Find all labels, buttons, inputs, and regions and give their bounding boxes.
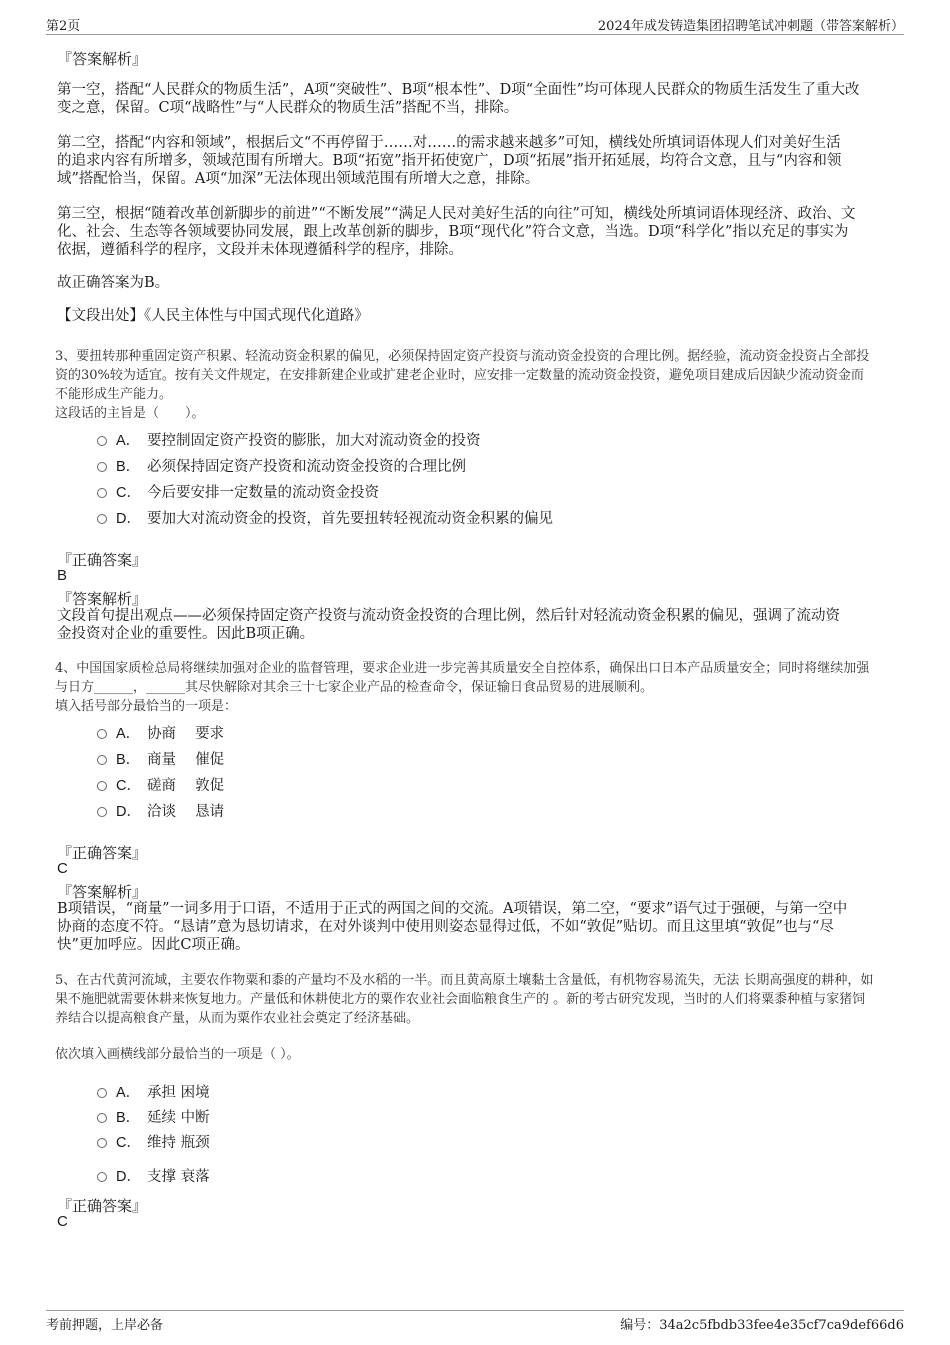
q2-paragraph-3 — [57, 205, 887, 259]
q5-answer-label: 『正确答案』 — [57, 1197, 148, 1215]
option-text: 要控制固定资产投资的膨胀，加大对流动资金的投资 — [147, 432, 481, 449]
q2-source: 【文段出处】《人民主体性与中国式现代化道路》 — [57, 308, 369, 324]
text-line: 不能形成生产能力。 — [55, 387, 173, 402]
q3-answer-label: 『正确答案』 — [57, 551, 148, 569]
radio-button[interactable] — [97, 1088, 107, 1098]
document-title: 2024年成发铸造集团招聘笔试冲刺题（带答案解析） — [597, 19, 904, 34]
text-line: 金投资对企业的重要性。因此B项正确。 — [57, 626, 315, 642]
text-line: 4、中国国家质检总局将继续加强对企业的监督管理，要求企业进一步完善其质量安全自控体系，确保出口日本产品质量安全；同时将继续加强 — [55, 661, 870, 676]
option-letter: B． — [116, 751, 141, 768]
option-letter: C． — [116, 777, 141, 794]
text-line: 第一空，搭配“人民群众的物质生活”，A项“突破性”、B项“根本性”、D项“全面性”均可体现人民群众的物质生活发生了重大改 — [57, 82, 860, 98]
option-text: 商量 催促 — [147, 751, 225, 768]
option-letter: D． — [116, 1168, 141, 1185]
q5-option-d[interactable] — [97, 1165, 210, 1185]
option-letter: C． — [116, 1134, 141, 1151]
radio-button[interactable] — [97, 781, 107, 791]
radio-button[interactable] — [97, 514, 107, 524]
q5-answer: C — [57, 1213, 68, 1230]
q5-option-c[interactable] — [97, 1131, 210, 1151]
option-letter: C． — [116, 484, 141, 501]
text-line: 填入括号部分最恰当的一项是： — [55, 699, 238, 714]
text-line: 变之意，保留。C项“战略性”与“人民群众的物质生活”搭配不当，排除。 — [57, 100, 519, 116]
q3-stem — [55, 347, 897, 423]
q5-instruction: 依次填入画横线部分最恰当的一项是（ ）。 — [55, 1047, 300, 1062]
radio-button[interactable] — [97, 462, 107, 472]
q4-option-c[interactable] — [97, 774, 224, 794]
option-text: 要加大对流动资金的投资，首先要扭转轻视流动资金积累的偏见 — [147, 510, 553, 527]
option-text: 延续 中断 — [147, 1109, 210, 1126]
option-letter: B． — [116, 458, 141, 475]
option-letter: D． — [116, 510, 141, 527]
option-text: 维持 瓶颈 — [147, 1134, 210, 1151]
q4-option-b[interactable] — [97, 748, 224, 768]
q3-answer: B — [57, 567, 68, 584]
q2-analysis-label: 『答案解析』 — [57, 50, 148, 68]
q3-analysis — [57, 607, 887, 643]
radio-button[interactable] — [97, 807, 107, 817]
text-line: 的追求内容有所增多，领域范围有所增大。B项“拓宽”指开拓使宽广，D项“拓展”指开拓延展，均符合文意，且与“内容和领 — [57, 153, 842, 169]
option-letter: A． — [116, 1084, 141, 1101]
radio-button[interactable] — [97, 755, 107, 765]
q4-answer-label: 『正确答案』 — [57, 844, 148, 862]
q5-option-a[interactable] — [97, 1081, 210, 1101]
document-id: 编号：34a2c5fbdb33fee4e35cf7ca9def66d6 — [620, 1318, 904, 1333]
option-text: 承担 困境 — [147, 1084, 210, 1101]
text-line: 文段首句提出观点——必须保持固定资产投资与流动资金投资的合理比例，然后针对轻流动资金积累的偏见，强调了流动资 — [57, 608, 840, 624]
text-line: B项错误，“商量”一词多用于口语，不适用于正式的两国之间的交流。A项错误，第二空，“要求”语气过于强硬，与第一空中 — [57, 901, 848, 917]
q5-stem — [55, 971, 897, 1028]
option-text: 洽谈 恳请 — [147, 803, 225, 820]
q2-paragraph-1 — [57, 81, 887, 117]
text-line: 域”搭配恰当，保留。A项“加深”无法体现出领域范围有所增大之意，排除。 — [57, 171, 540, 187]
q4-option-a[interactable] — [97, 722, 224, 742]
option-text: 磋商 敦促 — [147, 777, 225, 794]
text-line: 化、社会、生态等各领域要协同发展，跟上改革创新的脚步，B项“现代化”符合文意，当选。D项“科学化”指以充足的事实为 — [57, 224, 849, 240]
q3-option-d[interactable] — [97, 507, 553, 527]
q3-option-a[interactable] — [97, 429, 481, 449]
text-line: 依据，遵循科学的程序，文段并未体现遵循科学的程序，排除。 — [57, 242, 463, 258]
option-letter: B． — [116, 1109, 141, 1126]
q4-option-d[interactable] — [97, 800, 224, 820]
q3-option-c[interactable] — [97, 481, 379, 501]
text-line: 果不施肥就需要休耕来恢复地力。产量低和休耕使北方的粟作农业社会面临粮食生产的 。新的考古研究发现，当时的人们将粟黍种植与家猪饲 — [55, 992, 866, 1007]
option-text: 必须保持固定资产投资和流动资金投资的合理比例 — [147, 458, 466, 475]
option-letter: A． — [116, 725, 141, 742]
radio-button[interactable] — [97, 1138, 107, 1148]
q4-stem — [55, 659, 897, 716]
text-line: 协商的态度不符。“恳请”意为恳切请求，在对外谈判中使用则姿态显得过低，不如“敦促”贴切。而且这里填“敦促”也与“尽 — [57, 919, 834, 935]
text-line: 第三空，根据“随着改革创新脚步的前进”“不断发展”“满足人民对美好生活的向往”可知，横线处所填词语体现经济、政治、文 — [57, 206, 856, 222]
q4-answer: C — [57, 860, 68, 877]
text-line: 5、在古代黄河流域，主要农作物粟和黍的产量均不及水稻的一半。而且黄高原土壤黏土含量低，有机物容易流失，无法 长期高强度的耕种，如 — [55, 973, 874, 988]
radio-button[interactable] — [97, 436, 107, 446]
text-line: 3、要扭转那种重固定资产积累、轻流动资金积累的偏见，必须保持固定资产投资与流动资金投资的合理比例。据经验，流动资金投资占全部投 — [55, 349, 870, 364]
text-line: 资的30%较为适宜。按有关文件规定，在安排新建企业或扩建老企业时，应安排一定数量的流动资金投资，避免项目建成后因缺少流动资金而 — [55, 368, 864, 383]
q2-conclusion: 故正确答案为B。 — [57, 275, 170, 291]
page-header — [46, 14, 904, 35]
radio-button[interactable] — [97, 488, 107, 498]
text-line: 养结合以提高粮食产量，从而为粟作农业社会奠定了经济基础。 — [55, 1011, 420, 1026]
q4-analysis-label: 『答案解析』 — [57, 883, 148, 901]
text-line: 与日方______，______其尽快解除对其余三十七家企业产品的检查命令，保证输日食品贸易的进展顺利。 — [55, 680, 654, 695]
q4-analysis — [57, 900, 887, 954]
radio-button[interactable] — [97, 1113, 107, 1123]
text-line: 快”更加呼应。因此C项正确。 — [57, 937, 250, 953]
page-footer — [46, 1310, 904, 1333]
option-text: 支撑 衰落 — [147, 1168, 210, 1185]
footer-slogan: 考前押题，上岸必备 — [46, 1318, 164, 1333]
radio-button[interactable] — [97, 1172, 107, 1182]
q5-option-b[interactable] — [97, 1106, 210, 1126]
q3-option-b[interactable] — [97, 455, 466, 475]
text-line: 第二空，搭配“内容和领域”，根据后文“不再停留于……对……的需求越来越多”可知，横线处所填词语体现人们对美好生活 — [57, 135, 841, 151]
radio-button[interactable] — [97, 729, 107, 739]
page-number: 第2页 — [46, 19, 81, 34]
option-text: 协商 要求 — [147, 725, 225, 742]
q2-paragraph-2 — [57, 134, 887, 188]
q3-analysis-label: 『答案解析』 — [57, 590, 148, 608]
option-text: 今后要安排一定数量的流动资金投资 — [147, 484, 379, 501]
text-line: 这段话的主旨是（ ）。 — [55, 406, 205, 421]
option-letter: A． — [116, 432, 141, 449]
option-letter: D． — [116, 803, 141, 820]
